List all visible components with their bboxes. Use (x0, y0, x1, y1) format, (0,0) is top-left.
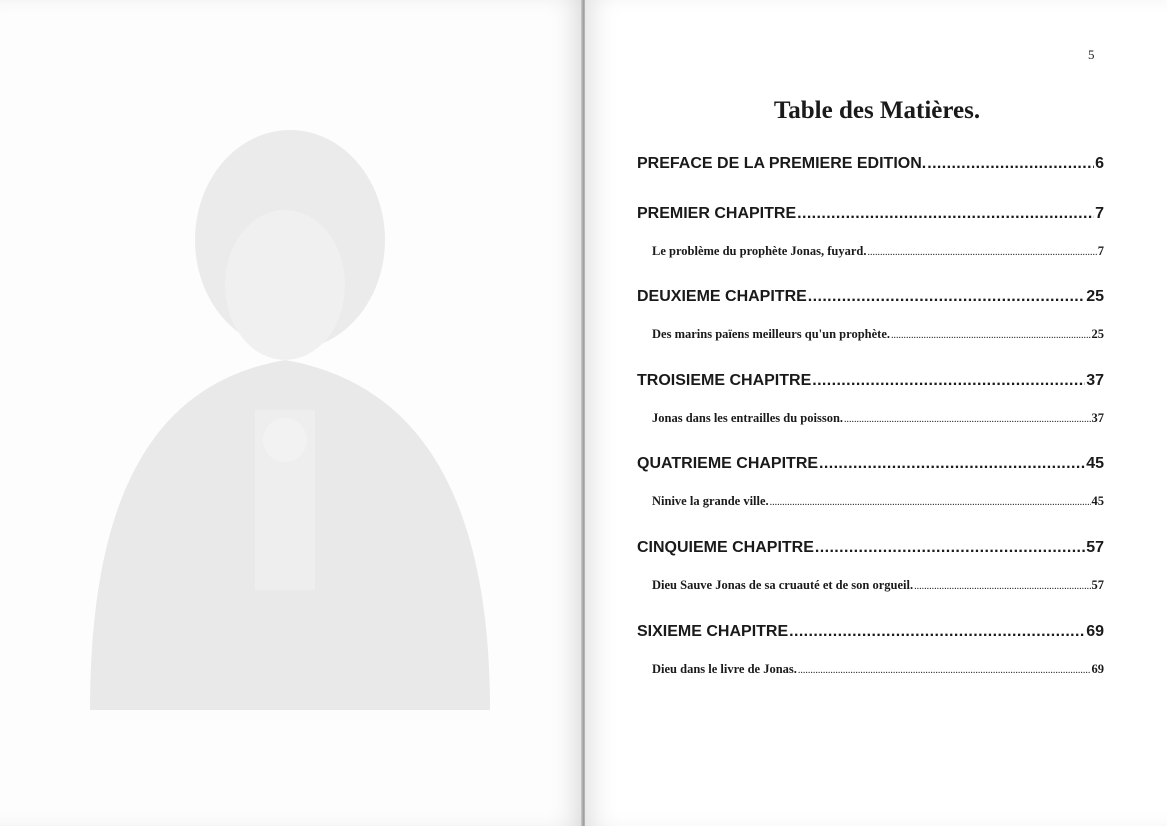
entry-title: Jonas dans les entrailles du poisson. (652, 411, 844, 425)
toc-entry-chapter-6 (637, 623, 1104, 641)
entry-title: DEUXIEME CHAPITRE (637, 288, 807, 305)
toc-entry-chapter-2 (637, 288, 1104, 306)
entry-title: QUATRIEME CHAPITRE (637, 455, 819, 472)
entry-page: 45 (1086, 455, 1104, 472)
leader-dots (927, 155, 1094, 173)
entry-page: 69 (1086, 623, 1104, 640)
entry-title: PREMIER CHAPITRE (637, 205, 797, 222)
toc-entry-chapter-3 (637, 372, 1104, 390)
entry-page: 6 (1095, 155, 1104, 172)
toc-entry-chapter-5 (637, 539, 1104, 557)
entry-page: 57 (1091, 578, 1104, 592)
entry-page: 7 (1095, 205, 1104, 222)
toc-subentry-chapter-2 (652, 327, 1104, 342)
page-number: 5 (1088, 47, 1095, 62)
entry-title: Dieu dans le livre de Jonas. (652, 662, 797, 676)
leader-dots (770, 497, 1091, 508)
entry-page: 37 (1091, 411, 1104, 425)
leader-dots (808, 288, 1085, 306)
entry-page: 25 (1086, 288, 1104, 305)
entry-title: Des marins païens meilleurs qu'un prophète. (652, 327, 890, 341)
entry-title: TROISIEME CHAPITRE (637, 372, 812, 389)
entry-page: 25 (1091, 327, 1104, 341)
toc-subentry-chapter-3 (652, 411, 1104, 426)
leader-dots (812, 372, 1085, 390)
leader-dots (914, 581, 1090, 592)
toc-subentry-chapter-4 (652, 494, 1104, 509)
leader-dots (868, 247, 1097, 258)
leader-dots (797, 205, 1094, 223)
toc-subentry-chapter-5 (652, 578, 1104, 593)
leader-dots (789, 623, 1085, 641)
entry-page: 37 (1086, 372, 1104, 389)
entry-title: Ninive la grande ville. (652, 494, 769, 508)
leader-dots (798, 665, 1091, 676)
entry-title: Dieu Sauve Jonas de sa cruauté et de son orgueil. (652, 578, 914, 592)
entry-title: CINQUIEME CHAPITRE (637, 539, 814, 556)
leader-dots (891, 330, 1091, 341)
left-page (0, 0, 583, 826)
entry-title: SIXIEME CHAPITRE (637, 623, 789, 640)
entry-page: 7 (1097, 244, 1104, 258)
toc-subentry-chapter-1 (652, 244, 1104, 259)
toc-entry-chapter-4 (637, 455, 1104, 473)
entry-title: PREFACE DE LA PREMIERE EDITION. (637, 155, 927, 172)
toc-entry-chapter-1 (637, 205, 1104, 223)
toc-entry-preface (637, 155, 1104, 173)
toc-subentry-chapter-6 (652, 662, 1104, 677)
portrait-illustration (50, 110, 520, 710)
entry-page: 69 (1091, 662, 1104, 676)
entry-page: 57 (1086, 539, 1104, 556)
entry-title: Le problème du prophète Jonas, fuyard. (652, 244, 867, 258)
leader-dots (815, 539, 1085, 557)
entry-page: 45 (1091, 494, 1104, 508)
leader-dots (844, 414, 1090, 425)
toc-title: Table des Matières. (773, 97, 981, 124)
leader-dots (819, 455, 1085, 473)
